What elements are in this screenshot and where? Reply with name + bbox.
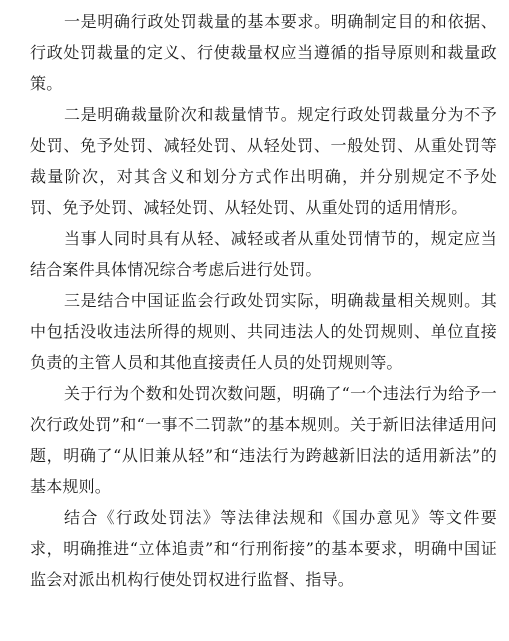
paragraph-related-rules: 三是结合中国证监会行政处罚实际，明确裁量相关规则。其中包括没收违法所得的规则、共同违法人的处罚规则、单位直接负责的主管人员和其他直接责任人员的处罚规则等。 bbox=[30, 291, 497, 372]
paragraph-accountability: 结合《行政处罚法》等法律法规和《国办意见》等文件要求，明确推进“立体追责”和“行刑衔接”的基本要求，明确中国证监会对派出机构行使处罚权进行监督、指导。 bbox=[30, 508, 497, 589]
paragraph-combined-circumstances: 当事人同时具有从轻、减轻或者从重处罚情节的，规定应当结合案件具体情况综合考虑后进行处罚。 bbox=[30, 229, 497, 279]
paragraph-basic-requirements: 一是明确行政处罚裁量的基本要求。明确制定目的和依据、行政处罚裁量的定义、行使裁量权应当遵循的指导原则和裁量政策。 bbox=[30, 12, 497, 93]
paragraph-discretion-levels: 二是明确裁量阶次和裁量情节。规定行政处罚裁量分为不予处罚、免予处罚、减轻处罚、从轻处罚、一般处罚、从重处罚等裁量阶次，对其含义和划分方式作出明确，并分别规定不予处罚、免予处罚、减轻处罚、从轻处罚、从重处罚的适用情形。 bbox=[30, 105, 497, 217]
paragraph-acts-and-penalties: 关于行为个数和处罚次数问题，明确了“一个违法行为给予一次行政处罚”和“一事不二罚款”的基本规则。关于新旧法律适用问题，明确了“从旧兼从轻”和“违法行为跨越新旧法的适用新法”的基本规则。 bbox=[30, 384, 497, 496]
